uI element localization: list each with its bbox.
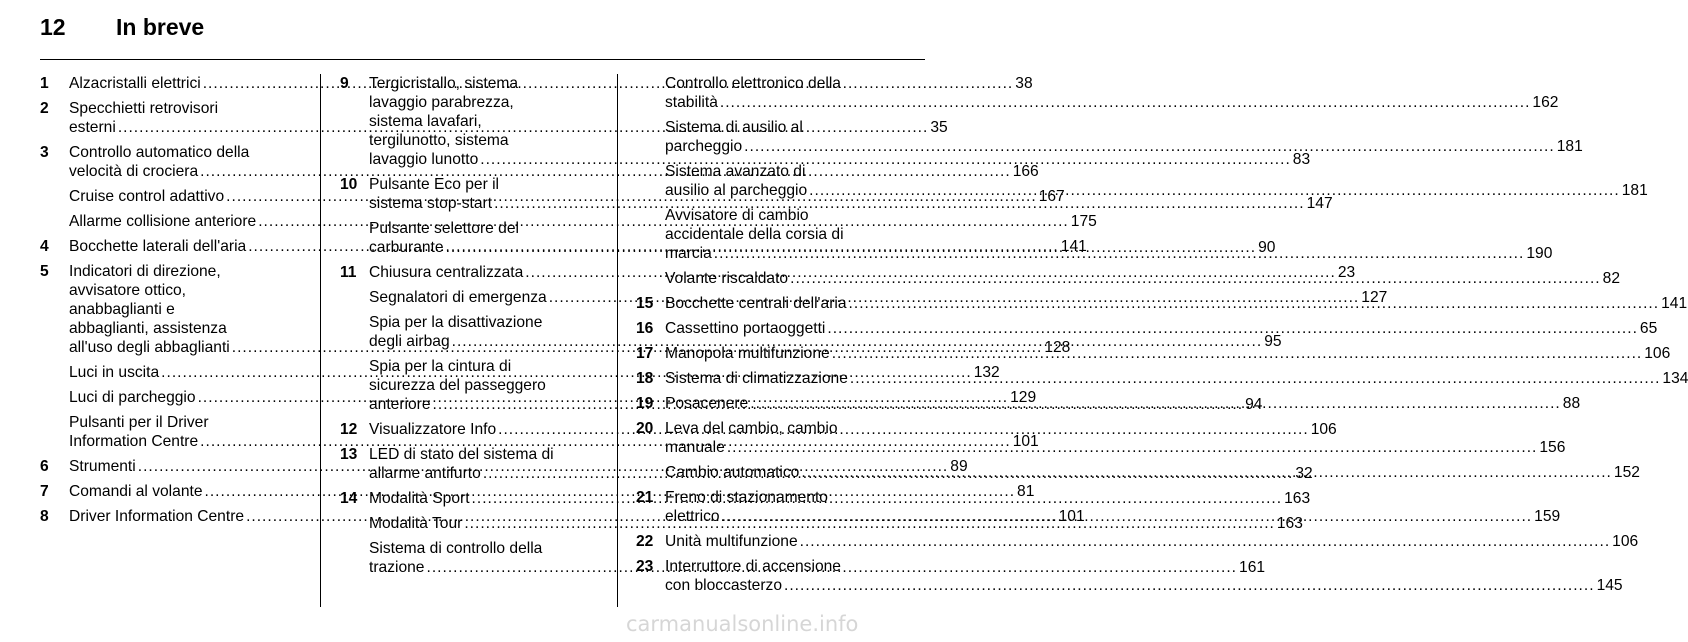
entry-label: abbaglianti, assistenza [69, 320, 227, 337]
entry-number: 10 [340, 176, 358, 193]
entry-label: Driver Information Centre [69, 508, 245, 525]
entry-label: all'uso degli abbaglianti [69, 339, 230, 356]
page-reference: 162 [1532, 94, 1559, 111]
page-header [40, 14, 204, 41]
dot-leader [809, 181, 1620, 200]
page-reference: 147 [1306, 195, 1333, 212]
entry-label: Luci di parcheggio [69, 389, 196, 406]
dot-leader [790, 269, 1601, 288]
page-reference: 145 [1596, 577, 1623, 594]
page-reference: 83 [1292, 151, 1311, 168]
entry-label: Sistema di ausilio al [665, 119, 803, 136]
page-reference: 166 [1012, 163, 1039, 180]
column-divider [617, 74, 618, 607]
entry-label: ausilio al parcheggio [665, 182, 808, 199]
page-reference: 101 [1012, 433, 1039, 450]
entry-text [665, 532, 1638, 551]
index-entry [636, 319, 1658, 338]
page-reference: 129 [1010, 389, 1037, 406]
entry-number: 3 [40, 144, 49, 161]
index-entry [636, 532, 1639, 551]
page-reference: 32 [1295, 465, 1313, 482]
page-reference: 181 [1556, 138, 1583, 155]
entry-label: Interruttore di accensione [665, 558, 841, 575]
entry-number [636, 74, 665, 112]
entry-label: esterni [69, 119, 116, 136]
page-reference: 95 [1264, 333, 1282, 350]
entry-label: lavaggio lunotto [369, 151, 479, 168]
entry-number: 11 [340, 264, 357, 281]
entry-number [636, 118, 665, 156]
entry-label: Bocchette centrali dell'aria [665, 295, 847, 312]
entry-label: Bocchette laterali dell'aria [69, 238, 247, 255]
dot-leader [727, 438, 1538, 457]
dot-leader [720, 93, 1531, 112]
entry-label: Pulsanti per il Driver [69, 414, 209, 431]
entry-label: parcheggio [665, 138, 743, 155]
page-reference: 181 [1621, 182, 1648, 199]
header-rule [40, 59, 925, 60]
watermark: carmanualsonline.info [626, 612, 859, 636]
entry-text [665, 369, 1688, 388]
entry-number [340, 539, 369, 577]
entry-number: 9 [340, 75, 349, 92]
entry-label: Allarme collisione anteriore [69, 213, 257, 230]
entry-number [40, 212, 69, 231]
entry-label: sicurezza del passeggero [369, 377, 546, 394]
entry-text [665, 419, 1565, 457]
page-reference: 106 [1310, 421, 1337, 438]
entry-number [340, 288, 369, 307]
entry-text [665, 74, 1558, 112]
page-reference: 35 [930, 119, 948, 136]
entry-label: Avvisatore di cambio [665, 207, 809, 224]
page-reference: 101 [1058, 508, 1085, 525]
entry-label: Spia per la cintura di [369, 358, 512, 375]
entry-label: trazione [369, 559, 425, 576]
entry-label: Unità multifunzione [665, 533, 798, 550]
entry-label: LED di stato del sistema di [369, 446, 554, 463]
entry-number: 21 [636, 489, 654, 506]
entry-label: Modalità Tour [369, 515, 463, 532]
page-reference: 163 [1284, 490, 1311, 507]
page-reference: 152 [1613, 464, 1640, 481]
entry-label: avvisatore ottico, [69, 282, 187, 299]
entry-label: con bloccasterzo [665, 577, 783, 594]
entry-number: 16 [636, 320, 654, 337]
page-reference: 159 [1534, 508, 1561, 525]
entry-label: tergilunotto, sistema [369, 132, 509, 149]
entry-label: Strumenti [69, 458, 136, 475]
entry-number [340, 357, 369, 414]
page-reference: 89 [950, 458, 968, 475]
entry-number: 1 [40, 75, 49, 92]
page-reference: 82 [1602, 270, 1621, 287]
page-reference: 156 [1539, 439, 1566, 456]
entry-number [340, 313, 369, 351]
entry-text [665, 206, 1552, 263]
entry-text [665, 344, 1670, 363]
entry-text [665, 394, 1580, 413]
entry-label: stabilità [665, 94, 718, 111]
entry-label: Manopola multifunzione [665, 345, 830, 362]
entry-label: Luci in uscita [69, 364, 160, 381]
page-reference: 132 [973, 364, 1000, 381]
entry-number [40, 388, 69, 407]
entry-text [665, 319, 1657, 338]
page-reference: 94 [1245, 396, 1263, 413]
page-reference: 127 [1361, 289, 1388, 306]
entry-label: elettrico [665, 508, 720, 525]
entry-number: 17 [636, 345, 654, 362]
page-reference: 90 [1258, 239, 1276, 256]
page-title: In breve [116, 14, 205, 40]
entry-number: 13 [340, 446, 358, 463]
entry-label: sistema stop-start [369, 195, 493, 212]
dot-leader [784, 576, 1595, 595]
entry-label: velocità di crociera [69, 163, 199, 180]
page-reference: 163 [1276, 515, 1303, 532]
page-reference: 175 [1070, 213, 1097, 230]
entry-label: Alzacristalli elettrici [69, 75, 201, 92]
entry-number: 18 [636, 370, 654, 387]
entry-number: 15 [636, 295, 654, 312]
entry-text [665, 557, 1623, 595]
entry-number [636, 162, 665, 200]
entry-number [40, 363, 69, 382]
entry-number: 6 [40, 458, 49, 475]
page-reference: 141 [1060, 238, 1087, 255]
entry-text [665, 118, 1583, 156]
entry-number: 19 [636, 395, 654, 412]
dot-leader [801, 463, 1612, 482]
entry-label: Posacenere [665, 395, 749, 412]
entry-number: 5 [40, 263, 49, 280]
entry-label: Cambio automatico [665, 464, 800, 481]
entry-number: 4 [40, 238, 49, 255]
entry-label: Sistema di controllo della [369, 540, 543, 557]
entry-number: 22 [636, 533, 654, 550]
entry-label: Volante riscaldato [665, 270, 789, 287]
page-reference: 106 [1612, 533, 1639, 550]
entry-label: lavaggio parabrezza, [369, 94, 514, 111]
page-reference: 134 [1662, 370, 1688, 387]
dot-leader [849, 294, 1660, 313]
dot-leader [714, 244, 1525, 263]
entry-number: 8 [40, 508, 49, 525]
entry-label: Cassettino portaoggetti [665, 320, 826, 337]
entry-label: Modalità Sport [369, 490, 470, 507]
entry-label: Sistema avanzato di [665, 163, 806, 180]
entry-label: Freno di stazionamento [665, 489, 828, 506]
entry-label: sistema lavafari, [369, 113, 482, 130]
entry-label: Information Centre [69, 433, 199, 450]
page-reference: 81 [1017, 483, 1035, 500]
entry-label: Controllo elettronico della [665, 75, 841, 92]
column-divider [320, 74, 321, 607]
entry-label: Pulsante selettore del [369, 220, 519, 237]
page-reference: 38 [1015, 75, 1033, 92]
entry-number [636, 269, 665, 288]
entry-text [665, 488, 1560, 526]
entry-text [665, 269, 1620, 288]
entry-label: Indicatori di direzione, [69, 263, 221, 280]
page-reference: 161 [1239, 559, 1266, 576]
entry-label: Chiusura centralizzata [369, 264, 524, 281]
entry-label: marcia [665, 245, 712, 262]
entry-number [40, 413, 69, 451]
page-reference: 128 [1044, 339, 1071, 356]
entry-text [665, 463, 1640, 482]
entry-number: 7 [40, 483, 49, 500]
page-reference: 23 [1337, 264, 1356, 281]
dot-leader [744, 137, 1555, 156]
entry-label: allarme antifurto [369, 465, 481, 482]
dot-leader [750, 394, 1561, 413]
entry-label: Sistema di climatizzazione [665, 370, 848, 387]
page-number: 12 [40, 14, 66, 40]
dot-leader [800, 532, 1611, 551]
entry-label: degli airbag [369, 333, 450, 350]
entry-number [40, 187, 69, 206]
entry-number [636, 463, 665, 482]
entry-label: Specchietti retrovisori [69, 100, 219, 117]
entry-number: 20 [636, 420, 654, 437]
entry-label: Leva del cambio, cambio [665, 420, 838, 437]
page-reference: 88 [1562, 395, 1581, 412]
entry-number [636, 206, 665, 263]
entry-label: anteriore [369, 396, 431, 413]
entry-label: accidentale della corsia di [665, 226, 844, 243]
entry-number: 23 [636, 558, 654, 575]
entry-label: Tergicristallo, sistema [369, 75, 519, 92]
entry-label: Cruise control adattivo [69, 188, 225, 205]
entry-label: Spia per la disattivazione [369, 314, 543, 331]
dot-leader [832, 344, 1643, 363]
entry-label: Controllo automatico della [69, 144, 250, 161]
page-reference: 167 [1038, 188, 1065, 205]
page-reference: 190 [1526, 245, 1553, 262]
entry-label: Segnalatori di emergenza [369, 289, 547, 306]
entry-label: Visualizzatore Info [369, 421, 497, 438]
page-reference: 141 [1661, 295, 1688, 312]
page-reference: 65 [1639, 320, 1658, 337]
entry-label: Pulsante Eco per il [369, 176, 500, 193]
entry-label: Comandi al volante [69, 483, 203, 500]
entry-text [665, 162, 1648, 200]
dot-leader [850, 369, 1661, 388]
entry-number: 2 [40, 100, 49, 117]
entry-label: anabbaglianti e [69, 301, 175, 318]
dot-leader [722, 507, 1533, 526]
entry-number: 14 [340, 490, 358, 507]
entry-number [340, 219, 369, 257]
entry-number: 12 [340, 421, 358, 438]
dot-leader [827, 319, 1638, 338]
entry-number [340, 514, 369, 533]
page-reference: 106 [1644, 345, 1671, 362]
entry-label: carburante [369, 239, 444, 256]
entry-text [665, 294, 1687, 313]
entry-label: manuale [665, 439, 725, 456]
